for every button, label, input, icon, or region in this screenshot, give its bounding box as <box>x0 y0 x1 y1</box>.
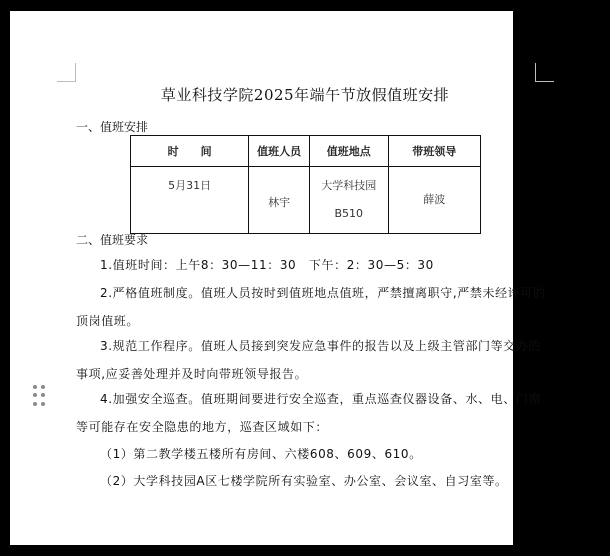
section-heading-schedule: 一、值班安排 <box>76 120 149 134</box>
table-header-leader: 带班领导 <box>388 136 480 167</box>
requirement-item-4: 4.加强安全巡查。值班期间要进行安全巡查，重点巡查仪器设备、水、电、门窗等可能存在安全隐患的地方，巡查区域如下： <box>76 392 542 434</box>
table-header-time: 时 间 <box>131 136 249 167</box>
section-heading-requirements: 二、值班要求 <box>76 233 149 247</box>
top-right-margin-mark-icon <box>535 63 554 82</box>
requirement-item-3: 3.规范工作程序。值班人员接到突发应急事件的报告以及上级主管部门等交办的事项,应妥善处理并及时向带班领导报告。 <box>76 339 542 381</box>
document-title: 草业科技学院2025年端午节放假值班安排 <box>160 86 450 104</box>
requirement-item-1: 1.值班时间：上午8：30—11：30 下午：2：30—5：30 <box>100 258 434 272</box>
table-header-row <box>131 136 481 167</box>
patrol-area-1: （1）第二教学楼五楼所有房间、六楼608、609、610。 <box>100 447 422 461</box>
drag-handle-icon[interactable] <box>33 385 45 407</box>
table-row <box>131 167 481 234</box>
cell-staff: 林宇 <box>249 167 310 234</box>
cell-location-line1: 大学科技园 <box>321 179 377 192</box>
top-left-margin-mark-icon <box>57 63 76 82</box>
duty-table <box>130 135 481 234</box>
cell-leader: 薛波 <box>388 167 480 234</box>
table-header-staff: 值班人员 <box>249 136 310 167</box>
cell-time: 5月31日 <box>131 167 249 234</box>
cell-location-line2: B510 <box>334 207 364 220</box>
requirement-item-2: 2.严格值班制度。值班人员按时到值班地点值班，严禁擅离职守,严禁未经许可的顶岗值班。 <box>76 286 546 328</box>
table-header-location: 值班地点 <box>309 136 388 167</box>
patrol-area-2: （2）大学科技园A区七楼学院所有实验室、办公室、会议室、自习室等。 <box>100 474 508 488</box>
cell-location <box>309 167 388 234</box>
